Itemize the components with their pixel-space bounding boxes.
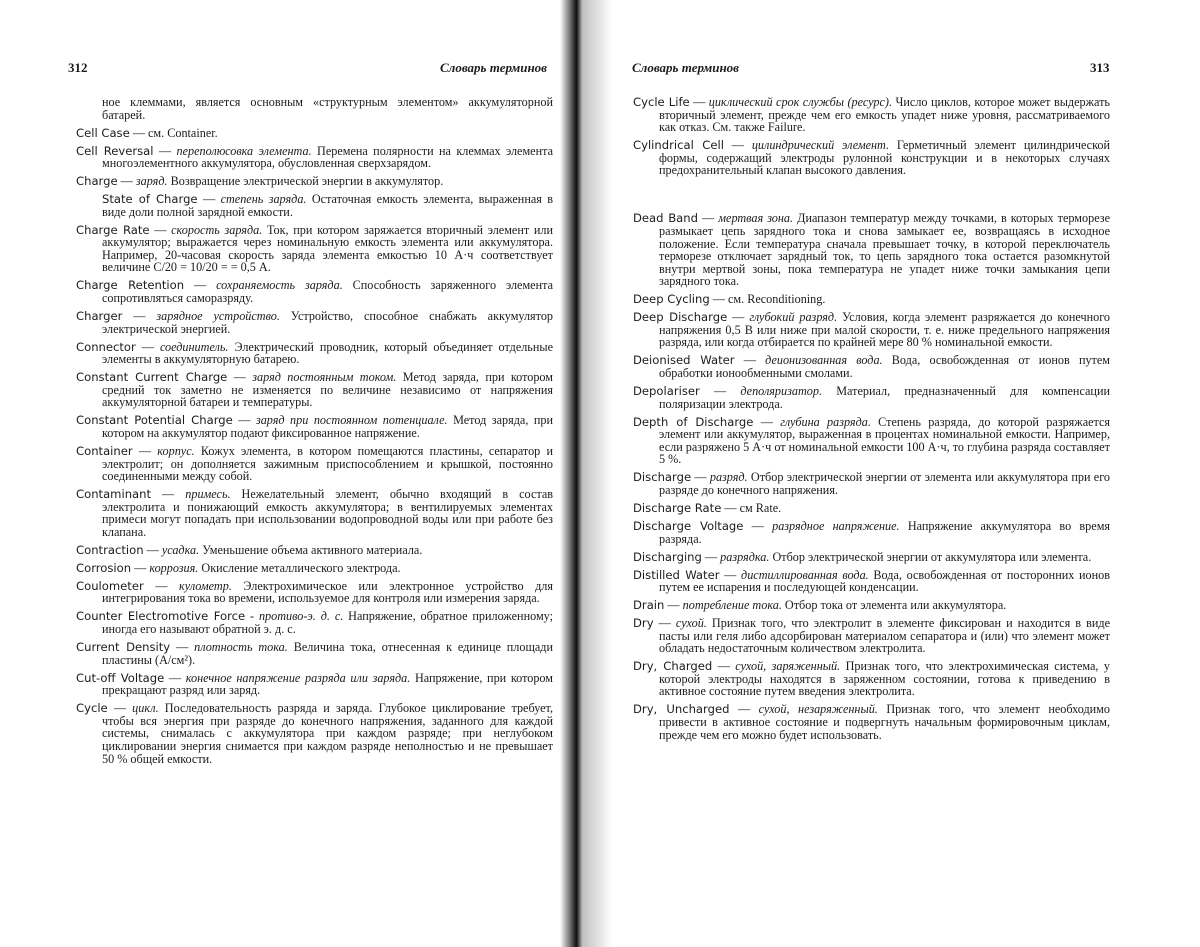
- entry-separator: —: [164, 670, 186, 685]
- entry-translation: цилиндрический элемент.: [751, 138, 890, 153]
- glossary-entry: [76, 580, 553, 605]
- entry-separator: —: [122, 309, 157, 324]
- glossary-entry: [633, 569, 1110, 594]
- glossary-entry: [76, 702, 553, 765]
- entry-translation: заряд.: [135, 174, 168, 189]
- glossary-entry: [633, 293, 1110, 306]
- glossary-entry: [633, 416, 1110, 466]
- entry-translation: разряд.: [709, 470, 748, 485]
- section-gap: [633, 182, 1110, 212]
- entry-separator: —: [699, 384, 741, 399]
- entry-translation: глубокий разряд.: [749, 310, 838, 325]
- entry-term: Charge Rate: [76, 222, 150, 237]
- entry-translation: сохраняемость заряда.: [216, 278, 343, 293]
- entry-term: Cell Case: [76, 125, 130, 140]
- running-head: Словарь терминов: [440, 60, 547, 75]
- entry-separator: —: [712, 659, 736, 674]
- glossary-entry: [633, 599, 1110, 612]
- entry-definition: Вода, освобожденная от посторонних ионов путем ее испарения и последующей конденсации.: [659, 567, 1111, 595]
- entry-separator: —: [719, 567, 742, 582]
- entry-separator: —: [691, 470, 710, 485]
- glossary-entry: [76, 145, 553, 170]
- glossary-entry: [76, 175, 553, 188]
- glossary-entry: [76, 371, 553, 409]
- entry-term: Counter Electromotive Force: [76, 609, 246, 624]
- entry-term: Cut-off Voltage: [76, 670, 165, 685]
- entry-term: Constant Current Charge: [76, 370, 228, 385]
- page-number: 312: [68, 60, 88, 75]
- entry-definition: см Rate.: [739, 500, 782, 515]
- entry-translation: сухой.: [675, 616, 707, 631]
- glossary-entry: [633, 660, 1110, 698]
- entry-definition: Перемена полярности на клеммах элемента многоэлементного аккумулятора, обусловленная сверхзарядом.: [102, 143, 553, 171]
- book-gutter-shadow: [582, 0, 612, 947]
- entry-translation: скорость заряда.: [171, 222, 263, 237]
- entry-term: Discharge Rate: [633, 500, 722, 515]
- entry-translation: деполяризатор.: [740, 384, 823, 399]
- entry-separator: —: [151, 487, 186, 502]
- entry-translation: заряд при постоянном потенциале.: [255, 413, 448, 428]
- glossary-entry: [633, 385, 1110, 410]
- entry-translation: кулометр.: [179, 578, 232, 593]
- running-head: Словарь терминов: [632, 60, 739, 75]
- entry-term: Deep Cycling: [633, 292, 710, 307]
- entry-term: Depth of Discharge: [633, 414, 754, 429]
- entry-separator: —: [689, 95, 709, 109]
- entry-definition: Условия, когда элемент разряжается до конечного напряжения 0,5 В или ниже при малой скорости, т. е. ниже предельного напряжения разряда, или когда отбирается по крайней мере 80 % номинальной емкости.: [659, 310, 1110, 350]
- entry-translation: соединитель.: [159, 339, 229, 354]
- entry-term: State of Charge: [102, 192, 198, 207]
- glossary-entry: [76, 193, 553, 218]
- entry-translation: разрядка.: [720, 549, 770, 564]
- entry-definition: Отбор электрической энергии от аккумулятора или элемента.: [769, 549, 1092, 564]
- entry-translation: цикл.: [132, 701, 159, 716]
- entry-term: Charge: [76, 174, 118, 189]
- entry-term: Deionised Water: [633, 353, 735, 368]
- entry-separator: —: [131, 560, 150, 575]
- entry-separator: —: [753, 414, 781, 429]
- entry-term: Connector: [76, 339, 136, 354]
- glossary-entry: [76, 488, 553, 538]
- entry-separator: —: [227, 370, 253, 385]
- entry-translation: примесь.: [185, 487, 231, 502]
- glossary-entry: [76, 445, 553, 483]
- entry-translation: дистиллированная вода.: [741, 567, 869, 582]
- entry-term: Discharge: [633, 470, 692, 485]
- entry-term: Dead Band: [633, 211, 698, 226]
- glossary-entry: [76, 562, 553, 575]
- entry-definition: см. Container.: [148, 125, 218, 140]
- entry-definition: Вода, освобожденная от ионов путем обработки ионообменными смолами.: [659, 353, 1111, 381]
- entry-separator: -: [245, 609, 259, 624]
- entry-definition: Ток, при котором заряжается вторичный элемент или аккумулятор; выражается через номинальную емкость элемента или аккумулятора. Например, 20-часовая скорость заряда элемента емкостью 10 А·ч соответствует величине C/20 = 10/20 = = 0,5 А.: [102, 222, 554, 275]
- entry-separator: —: [184, 278, 217, 293]
- entry-translation: заряд постоянным током.: [252, 370, 397, 385]
- entry-term: Cylindrical Cell: [633, 138, 724, 153]
- entry-translation: коррозия.: [149, 560, 199, 575]
- entry-separator: —: [129, 125, 149, 140]
- glossary-entry: [76, 641, 553, 666]
- entry-definition: Электрохимическое или электронное устройство для интегрирования тока во времени, используемое для контроля или измерения заряда.: [102, 578, 553, 606]
- entry-separator: —: [153, 143, 177, 158]
- entry-definition: Способность заряженного элемента сопротивляться саморазряду.: [102, 278, 553, 306]
- entry-definition: Материал, предназначенный для компенсации поляризации электрода.: [659, 384, 1110, 411]
- entry-separator: —: [664, 598, 683, 613]
- entry-separator: —: [143, 542, 162, 557]
- glossary-entry: [76, 610, 553, 635]
- glossary-entry: [633, 502, 1110, 515]
- entry-term: Charge Retention: [76, 278, 185, 293]
- glossary-entry: [633, 311, 1110, 349]
- entry-term: Dry: [633, 616, 654, 631]
- entry-translation: зарядное устройство.: [156, 309, 280, 324]
- entry-definition: Кожух элемента, в котором помещаются пластины, сепаратор и электролит; он дополняется зажимным приспособлением и крышкой, постоянно соединенными между собой.: [102, 443, 554, 484]
- glossary-entry: [633, 212, 1110, 288]
- entry-term: Cell Reversal: [76, 143, 154, 158]
- glossary-entry: [633, 354, 1110, 379]
- entry-term: Distilled Water: [633, 567, 720, 582]
- glossary-entry: [76, 279, 553, 304]
- entry-definition: Герметичный элемент цилиндрической формы, содержащий электроды рулонной конструкции и в некоторых случаях предохранительный клапан высокого давления.: [659, 138, 1110, 178]
- entry-term: Corrosion: [76, 560, 132, 575]
- entry-definition: Последовательность разряда и заряда. Глубокое циклирование требует, чтобы вся энергия при разряде до конечного напряжения, заданного для каждой системы, снималась с аккумулятора при каждом разряде; при неглубоком циклировании энергия снимается при каждом разряде неполностью и не превышает 50 % общей емкости.: [102, 701, 553, 766]
- entry-term: Contraction: [76, 542, 144, 557]
- entry-definition: Напряжение, при котором прекращают разряд или заряд.: [102, 670, 554, 698]
- glossary-entry: [633, 551, 1110, 564]
- entry-separator: —: [727, 310, 750, 325]
- entry-separator: —: [149, 222, 172, 237]
- glossary-entry: [633, 471, 1110, 496]
- entry-separator: —: [653, 616, 676, 631]
- glossary-entry: [76, 414, 553, 439]
- entry-separator: —: [729, 702, 759, 717]
- entry-definition: Признак того, что элемент необходимо привести в активное состояние и подвергнуть начальным формировочным циклам, прежде чем его можно будет использовать.: [659, 702, 1110, 742]
- entry-separator: —: [232, 413, 256, 428]
- glossary-entry: [633, 96, 1110, 134]
- left-page: [0, 0, 585, 947]
- entry-definition: Уменьшение объема активного материала.: [199, 542, 423, 557]
- entry-term: Charger: [76, 309, 123, 324]
- glossary-entry: [76, 224, 553, 274]
- glossary-entry: [633, 617, 1110, 655]
- entry-term: Dry, Uncharged: [633, 702, 730, 717]
- glossary-entry: [76, 672, 553, 697]
- glossary-entry: [633, 139, 1110, 177]
- entry-translation: циклический срок службы (ресурс).: [708, 95, 893, 109]
- entry-translation: сухой, заряженный.: [735, 659, 841, 674]
- entry-separator: —: [117, 174, 136, 189]
- entry-separator: —: [107, 701, 133, 716]
- right-page: [612, 0, 1200, 947]
- entry-term: Cycle: [76, 701, 108, 716]
- glossary-entry: [633, 703, 1110, 741]
- glossary-entry: [76, 544, 553, 557]
- entry-definition: Признак того, что электрохимическая система, у которой электроды находятся в заряженном состоянии, готова к приведению в активное состояние путем введения электролита.: [659, 659, 1110, 699]
- entry-definition: Метод заряда, при котором средний ток заметно не изменяется по величине независимо от напряжения аккумуляторной батареи и температуры.: [102, 370, 554, 410]
- entry-term: Current Density: [76, 640, 171, 655]
- entry-translation: степень заряда.: [220, 192, 307, 207]
- entry-definition: Нежелательный элемент, обычно входящий в состав электролита и понижающий емкость аккумулятора; в вентилируемых элементах примеси могут попадать при использовании водопроводной воды или при работе без клапана.: [102, 487, 554, 539]
- entry-definition: Отбор тока от элемента или аккумулятора.: [781, 598, 1007, 613]
- glossary-entry: [76, 310, 553, 335]
- entry-definition: см. Reconditioning.: [728, 292, 826, 307]
- entry-translation: переполюсовка элемента.: [176, 143, 312, 158]
- entry-term: Constant Potential Charge: [76, 413, 233, 428]
- glossary-entry: [76, 127, 553, 140]
- entry-definition: Число циклов, которое может выдержать вторичный элемент, прежде чем его емкость упадет ниже уровня, рассматриваемого как отказ. См. также Failure.: [659, 95, 1110, 135]
- entry-separator: —: [743, 518, 773, 533]
- entry-term: Dry, Charged: [633, 659, 713, 674]
- entry-definition: Окисление металлического электрода.: [198, 560, 401, 575]
- entry-translation: сухой, незаряженный.: [758, 702, 878, 717]
- entry-definition: Напряжение, обратное приложенному; иногда его называют обратной э. д. с.: [102, 609, 553, 637]
- entry-term: Drain: [633, 598, 665, 613]
- entry-term: Discharge Voltage: [633, 518, 744, 533]
- entry-separator: —: [721, 500, 740, 515]
- glossary-column: [76, 96, 553, 771]
- entry-definition: Величина тока, отнесенная к единице площади пластины (А/см²).: [102, 640, 553, 667]
- entry-definition: Признак того, что электролит в элементе фиксирован и находится в виде пасты или геля либо адсорбирован материалом сепаратора и (или) что элемент может обладать недостаточным количеством электролита.: [659, 616, 1111, 656]
- entry-separator: —: [132, 443, 158, 458]
- entry-definition: Диапазон температур между точками, в которых терморезе размыкает цепь зарядного тока и снова замыкает ее, возвращаясь в исходное положение. Если температура сначала превышает точку, в которой переключатель терморезе отключает зарядный ток, то цепь зарядного тока остается разомкнутой внутри мертвой зоны, пока температура не упадет ниже точки замыкания цепи зарядного тока.: [659, 211, 1110, 289]
- entry-translation: усадка.: [161, 542, 200, 557]
- entry-term: Deep Discharge: [633, 310, 728, 325]
- entry-separator: —: [734, 353, 766, 368]
- entry-separator: —: [701, 549, 721, 564]
- entry-separator: —: [723, 138, 752, 153]
- entry-separator: —: [170, 640, 195, 655]
- glossary-entry: [633, 520, 1110, 545]
- entry-definition: Возвращение электрической энергии в аккумулятор.: [167, 174, 444, 189]
- entry-separator: —: [697, 211, 719, 226]
- entry-definition: Устройство, способное снабжать аккумулятор электрической энергией.: [102, 309, 554, 336]
- entry-term: Discharging: [633, 549, 702, 564]
- entry-translation: глубина разряда.: [780, 414, 871, 429]
- entry-definition: Отбор электрической энергии от элемента или аккумулятора при его разряде до конечного напряжения.: [659, 470, 1111, 497]
- entry-term: Cycle Life: [633, 95, 690, 109]
- continuation-text: ное клеммами, является основным «структурным элементом» аккумуляторной батарей.: [102, 95, 553, 122]
- entry-term: Coulometer: [76, 578, 144, 593]
- entry-definition: Электрический проводник, который объединяет отдельные элементы в аккумуляторную батарею.: [102, 339, 553, 367]
- entry-translation: мертвая зона.: [718, 211, 794, 226]
- entry-separator: —: [135, 339, 160, 354]
- entry-definition: Степень разряда, до которой разряжается элемент или аккумулятор, выраженная в процентах номинальной емкости. Например, если разряжено 5 А·ч от номинальной емкости 100 А·ч, то глубина разряда составляет 5 %.: [659, 414, 1111, 467]
- entry-translation: разрядное напряжение.: [772, 518, 900, 533]
- entry-term: Container: [76, 443, 133, 458]
- entry-separator: —: [143, 578, 180, 593]
- entry-definition: Остаточная емкость элемента, выраженная в виде доли полной зарядной емкости.: [102, 192, 554, 219]
- entry-translation: корпус.: [157, 443, 195, 458]
- entry-translation: потребление тока.: [682, 598, 782, 613]
- entry-translation: плотность тока.: [194, 640, 288, 655]
- entry-translation: деионизованная вода.: [765, 353, 883, 368]
- glossary-column: [633, 96, 1110, 747]
- entry-definition: Метод заряда, при котором на аккумулятор подают фиксированное напряжение.: [102, 413, 553, 440]
- page-number: 313: [1090, 60, 1110, 75]
- entry-definition: Напряжение аккумулятора во время разряда.: [659, 518, 1111, 546]
- entry-translation: конечное напряжение разряда или заряда.: [185, 670, 411, 685]
- entry-term: Depolariser: [633, 384, 700, 399]
- entry-translation: противо-э. д. с.: [258, 609, 344, 624]
- entry-term: Contaminant: [76, 487, 152, 502]
- entry-separator: —: [709, 292, 728, 307]
- glossary-entry: [76, 341, 553, 366]
- entry-separator: —: [197, 192, 221, 207]
